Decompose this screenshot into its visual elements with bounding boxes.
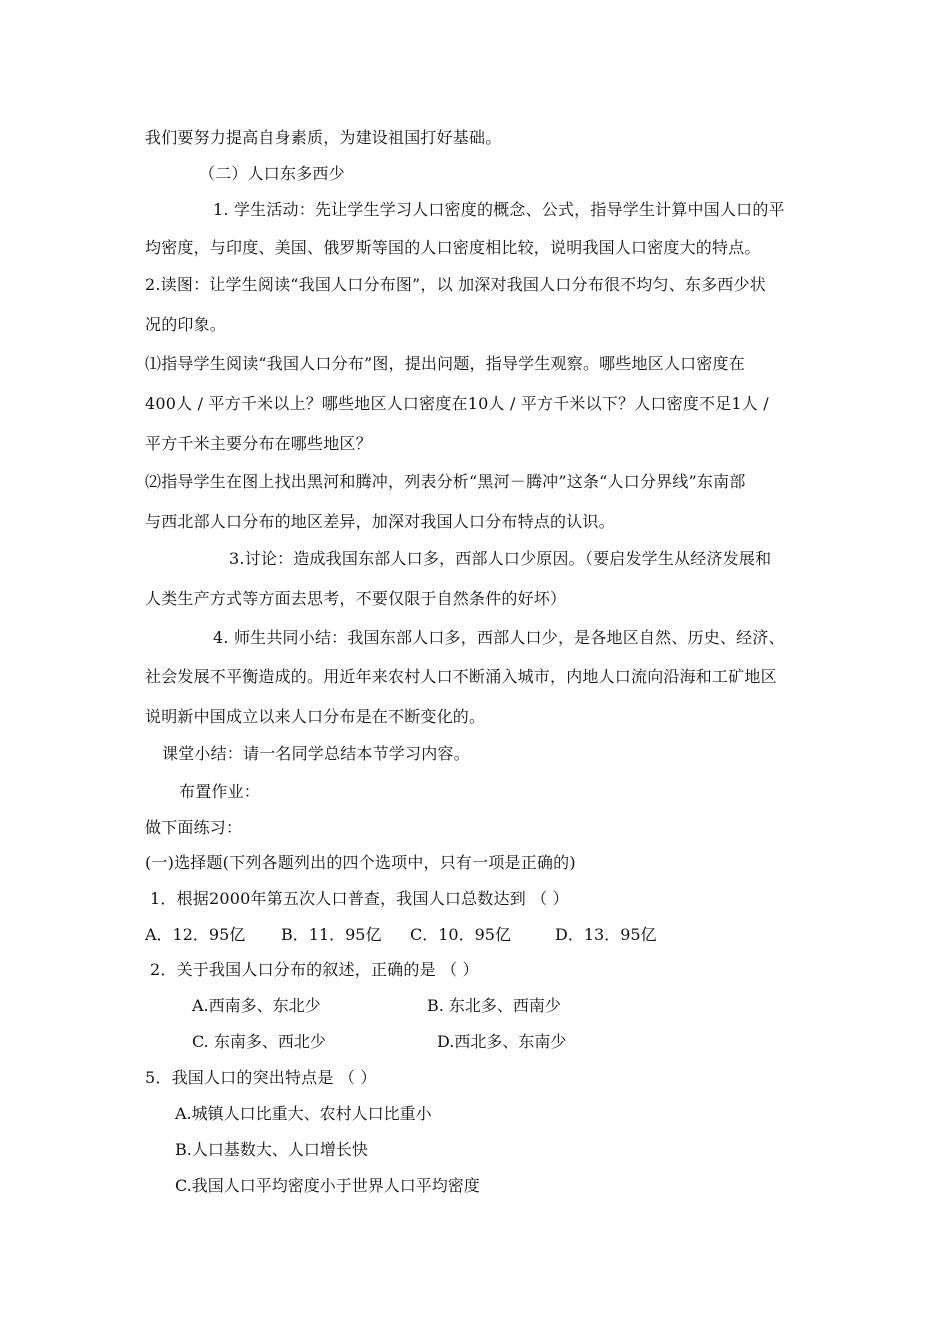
- question-1-option-b: B．11．95亿: [281, 925, 382, 944]
- class-summary: 课堂小结：请一名同学总结本节学习内容。: [162, 744, 470, 763]
- question-5-option-c: C.我国人口平均密度小于世界人口平均密度: [175, 1176, 480, 1195]
- paragraph-line: 人类生产方式等方面去思考，不要仅限于自然条件的好坏）: [145, 589, 567, 608]
- paragraph-line: 4. 师生共同小结：我国东部人口多，西部人口少，是各地区自然、历史、经济、: [213, 628, 785, 647]
- paragraph-line: ⑵指导学生在图上找出黑河和腾冲，列表分析“黑河－腾冲”这条“人口分界线”东南部: [145, 472, 746, 491]
- paragraph-line: 3.讨论：造成我国东部人口多，西部人口少原因。（要启发学生从经济发展和: [229, 549, 772, 568]
- question-2-option-b: B. 东北多、西南少: [427, 996, 561, 1015]
- question-5-option-a: A.城镇人口比重大、农村人口比重小: [175, 1104, 432, 1123]
- homework-heading: 布置作业：: [179, 782, 261, 801]
- multiple-choice-heading: (一)选择题(下列各题列出的四个选项中，只有一项是正确的): [145, 853, 576, 872]
- paragraph-line: 均密度，与印度、美国、俄罗斯等国的人口密度相比较，说明我国人口密度大的特点。: [145, 238, 761, 257]
- paragraph-line: 社会发展不平衡造成的。用近年来农村人口不断涌入城市，内地人口流向沿海和工矿地区: [145, 667, 777, 686]
- intro-line: 我们要努力提高自身素质，为建设祖国打好基础。: [145, 128, 502, 147]
- section-heading: （二）人口东多西少: [199, 164, 345, 183]
- paragraph-line: 说明新中国成立以来人口分布是在不断变化的。: [145, 707, 486, 726]
- question-1-stem: 1．根据2000年第五次人口普查，我国人口总数达到 （ ）: [150, 889, 569, 908]
- paragraph-line: 况的印象。: [145, 315, 227, 334]
- practice-heading: 做下面练习：: [145, 818, 243, 837]
- question-2-option-c: C. 东南多、西北少: [192, 1032, 326, 1051]
- question-1-option-a: A．12．95亿: [145, 925, 246, 944]
- question-2-option-a: A.西南多、东北少: [192, 996, 321, 1015]
- paragraph-line: 与西北部人口分布的地区差异，加深对我国人口分布特点的认识。: [145, 512, 615, 531]
- question-5-option-b: B.人口基数大、人口增长快: [175, 1140, 368, 1159]
- question-2-option-d: D.西北多、东南少: [437, 1032, 567, 1051]
- question-2-stem: 2．关于我国人口分布的叙述，正确的是 （ ）: [150, 960, 479, 979]
- paragraph-line: 1. 学生活动：先让学生学习人口密度的概念、公式，指导学生计算中国人口的平: [213, 200, 785, 219]
- paragraph-line: ⑴指导学生阅读“我国人口分布”图，提出问题，指导学生观察。哪些地区人口密度在: [145, 354, 745, 373]
- paragraph-line: 400人 / 平方千米以上？哪些地区人口密度在10人 / 平方千米以下？人口密度不足1人 /: [145, 394, 769, 413]
- paragraph-line: 2.读图：让学生阅读“我国人口分布图”，以 加深对我国人口分布很不均匀、东多西少状: [145, 275, 766, 294]
- paragraph-line: 平方千米主要分布在哪些地区？: [145, 434, 372, 453]
- question-1-option-d: D．13．95亿: [555, 925, 657, 944]
- question-1-option-c: C．10．95亿: [410, 925, 511, 944]
- question-5-stem: 5．我国人口的突出特点是 （ ）: [145, 1068, 377, 1087]
